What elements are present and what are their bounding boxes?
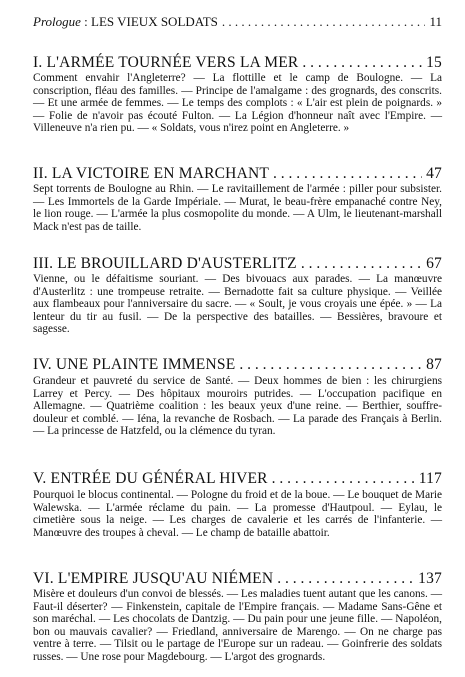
chapter-1-page-number: 15 (426, 54, 442, 71)
prologue-page-number: 11 (429, 14, 442, 29)
prologue-prefix: Prologue (33, 14, 81, 29)
chapter-6-summary: Misère et douleurs d'un convoi de blessés. — Les maladies tuent autant que les canons. — Faut-il déserter? — Finkenstein, capitale de l'Empire français. — Madame Sans-Gêne et son maréchal. — Les chocolats de Dantzig. — Du pain pour une jeune fille. — Napoléon, bon ou mauvais cavalier? — Friedland, anniversaire de Marengo. — On ne charge pas ventre à terre. — Tilsit ou le partage de l'Europe sur un radeau. — Goinfrerie des soldats russes. — Une rose pour Magdebourg. — L'argot des grognards. (33, 588, 442, 663)
chapter-4-title: IV. UNE PLAINTE IMMENSE (33, 356, 236, 373)
chapter-2-summary: Sept torrents de Boulogne au Rhin. — Le ravitaillement de l'armée : piller pour subsister. — Les Immortels de la Garde Impériale. — Murat, le beau-frère empanaché contre Ney, le lion rouge. — L'armée la plus cosmopolite du monde. — A Ulm, le lieutenant-marshall Mack n'est pas de taille. (33, 183, 442, 233)
chapter-6-heading (33, 570, 442, 588)
chapter-4-summary: Grandeur et pauvreté du service de Santé. — Deux hommes de bien : les chirurgiens Larrey et Percy. — Des hôpitaux mouroirs putrides. — L'occupation pacifique en Allemagne. — Quatrième coalition : les beaux yeux d'une reine. — Berthier, souffre-douleur et comblé. — Iéna, la revanche de Rosbach. — La parade des Français à Berlin. — La princesse de Hatzfeld, ou la clémence du tyran. (33, 375, 442, 438)
prologue-label (33, 14, 218, 30)
chapter-4-heading (33, 356, 442, 374)
chapter-3-page-number: 67 (426, 255, 442, 272)
chapter-3-heading (33, 255, 442, 273)
dot-leader (239, 356, 422, 374)
chapter-1-summary: Comment envahir l'Angleterre? — La flottille et le camp de Boulogne. — La conscription, fléau des familles. — Principe de l'amalgame : des grognards, des conscrits. — Et une armée de femmes. — Le temps des complots : « L'air est plein de poignards. » — Folie de n'avoir pas écouté Fulton. — La Légion d'honneur naît avec l'Empire. — Villeneuve n'a rien pu. — « Soldats, vous n'irez point en Angleterre. » (33, 72, 442, 135)
dot-leader (277, 570, 414, 588)
dot-leader (302, 54, 422, 72)
chapter-2-title: II. LA VICTOIRE EN MARCHANT (33, 165, 270, 182)
dot-leader (301, 255, 422, 273)
chapter-4-page-number: 87 (426, 356, 442, 373)
prologue-title: : LES VIEUX SOLDATS (80, 14, 218, 29)
chapter-2-heading (33, 165, 442, 183)
chapter-5-title: V. ENTRÉE DU GÉNÉRAL HIVER (33, 470, 268, 487)
chapter-1-title: I. L'ARMÉE TOURNÉE VERS LA MER (33, 54, 299, 71)
chapter-3-title: III. LE BROUILLARD D'AUSTERLITZ (33, 255, 297, 272)
prologue-entry (33, 14, 442, 30)
chapter-5-summary: Pourquoi le blocus continental. — Pologne du froid et de la boue. — Le bouquet de Marie Walewska. — L'armée réclame du pain. — La promesse d'Hautpoul. — Eylau, le cimetière sous la neige. — Les charges de cavalerie et les carrés de l'infanterie. — Manœuvre des troupes à cheval. — Le champ de bataille abattoir. (33, 489, 442, 539)
dot-leader (272, 470, 415, 488)
chapter-6-title: VI. L'EMPIRE JUSQU'AU NIÉMEN (33, 570, 274, 587)
dot-leader (273, 165, 422, 183)
chapter-5-heading (33, 470, 442, 488)
chapter-3-summary: Vienne, ou le défaitisme souriant. — Des bivouacs aux parades. — La manœuvre d'Austerlitz : une trompeuse retraite. — Bernadotte fait sa culture physique. — Veillée aux flambeaux pour l'anniversaire du sacre. — « Soult, je vous croyais une épée. » — La lenteur du tir au fusil. — De la perspective des batailles. — Bessières, bravoure et sagesse. (33, 273, 442, 336)
chapter-2-page-number: 47 (426, 165, 442, 182)
chapter-5-page-number: 117 (418, 470, 442, 487)
chapter-1-heading (33, 54, 442, 72)
chapter-6-page-number: 137 (418, 570, 442, 587)
dot-leader (222, 14, 426, 30)
